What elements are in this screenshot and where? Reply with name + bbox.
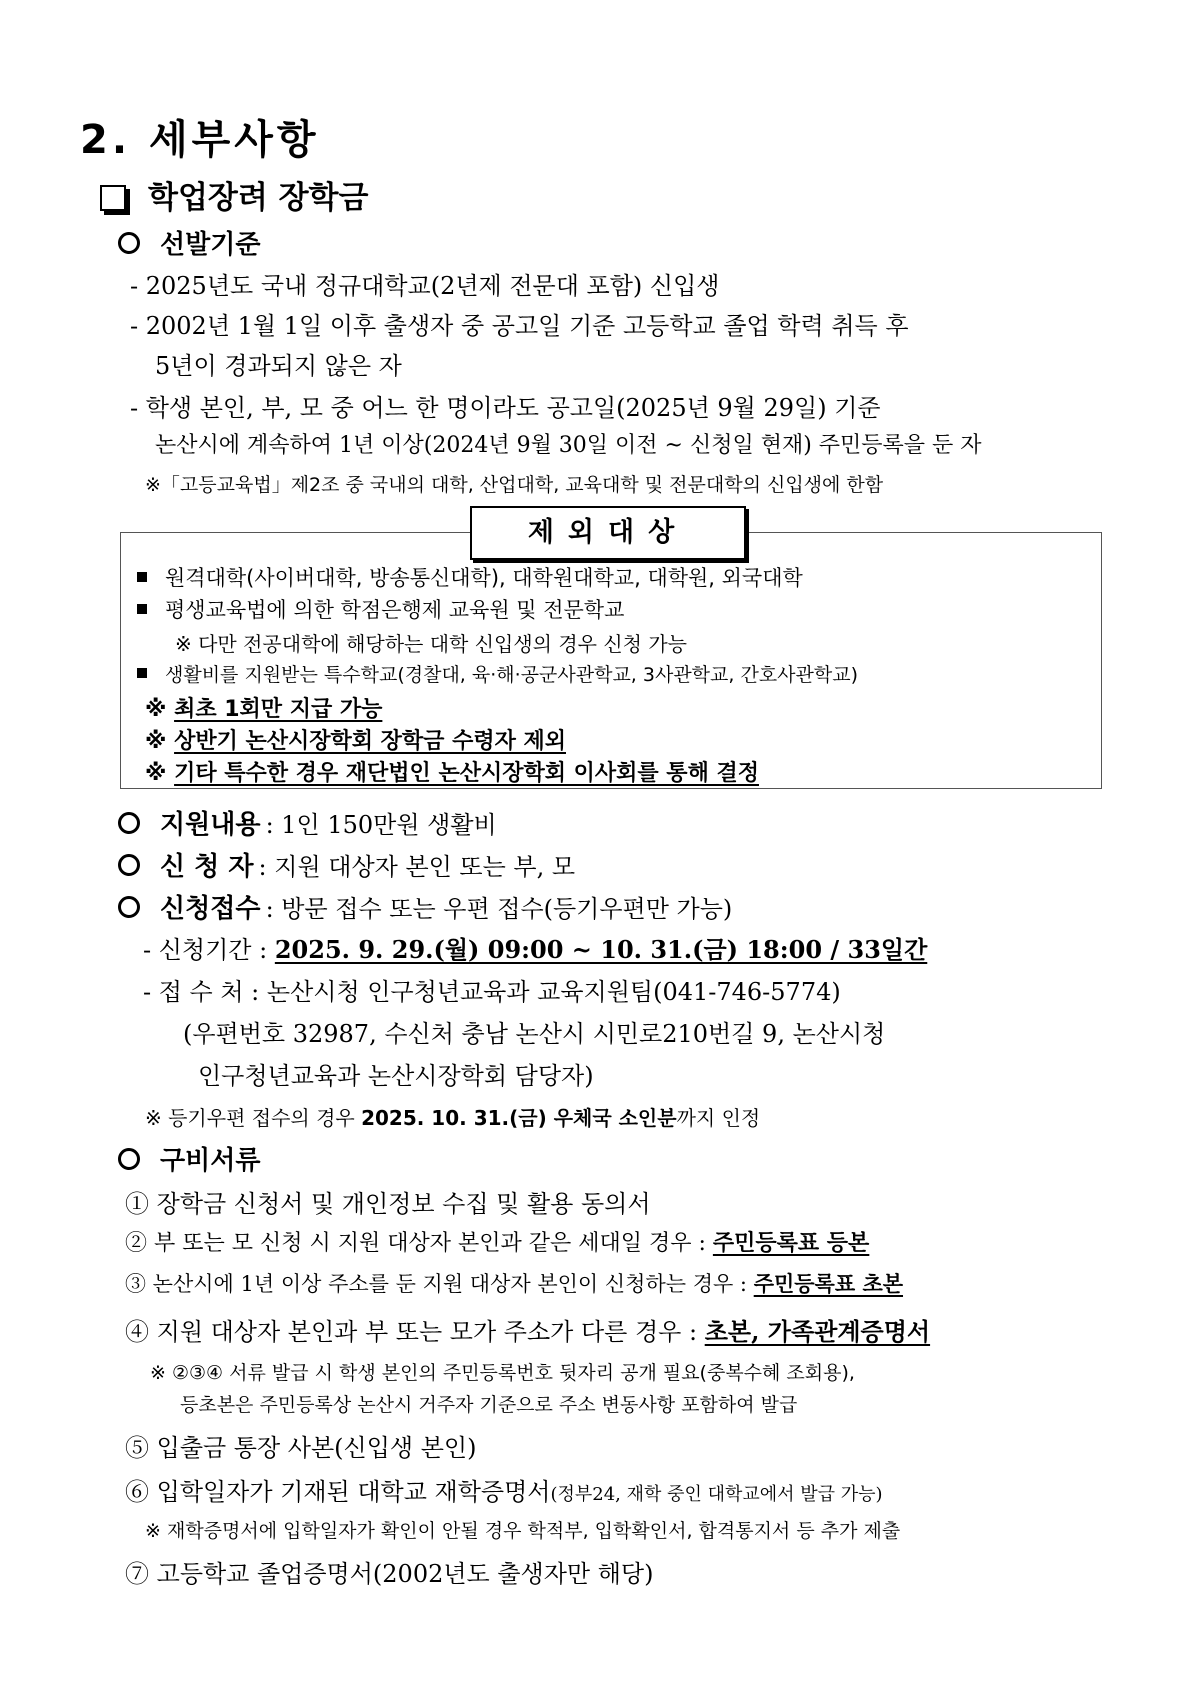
support-label: 지원내용 — [160, 810, 261, 840]
reception-note-a: ※ 등기우편 접수의 경우 — [145, 1106, 362, 1130]
support-value: : 1인 150만원 생활비 — [265, 811, 497, 839]
note-mark: ※ — [145, 697, 167, 722]
document-4-underlined: 초본, 가족관계증명서 — [704, 1317, 931, 1346]
reception-place: - 접 수 처 : 논산시청 인구청년교육과 교육지원팀(041-746-5774) — [143, 978, 841, 1006]
exclusion-item-2-note: ※ 다만 전공대학에 해당하는 대학 신입생의 경우 신청 가능 — [175, 632, 687, 656]
documents-note-2: 등초본은 주민등록상 논산시 거주자 기준으로 주소 변동사항 포함하여 발급 — [180, 1394, 798, 1416]
exclusion-note-3 — [145, 756, 759, 787]
checkbox-square-icon — [100, 185, 126, 211]
document-6 — [125, 1472, 883, 1507]
section-heading — [100, 172, 368, 217]
support-row — [118, 804, 497, 841]
reception-note-b: 2025. 10. 31.(금) 우체국 소인분 — [361, 1106, 677, 1130]
document-6-small: (정부24, 재학 중인 대학교에서 발급 가능) — [550, 1484, 883, 1505]
exclusion-note-2 — [145, 724, 566, 755]
exclusion-note-1-text: 최초 1회만 지급 가능 — [174, 697, 383, 722]
criteria-heading — [118, 224, 260, 261]
exclusion-item-1 — [137, 562, 803, 592]
criteria-line-4: - 학생 본인, 부, 모 중 어느 한 명이라도 공고일(2025년 9월 29일) 기준 — [130, 394, 881, 422]
circle-bullet-icon — [118, 896, 140, 918]
applicant-row — [118, 846, 575, 883]
document-7: ⑦ 고등학교 졸업증명서(2002년도 출생자만 해당) — [125, 1560, 654, 1588]
reception-note-c: 까지 인정 — [676, 1106, 761, 1130]
reception-label: 신청접수 — [160, 894, 261, 924]
circle-bullet-icon — [118, 854, 140, 876]
criteria-heading-text: 선발기준 — [160, 230, 261, 260]
exclusion-title: 제외대상 — [470, 506, 746, 560]
reception-address-2: 인구청년교육과 논산시장학회 담당자) — [198, 1062, 594, 1090]
document-4-text: ④ 지원 대상자 본인과 부 또는 모가 주소가 다른 경우 : — [125, 1318, 698, 1346]
documents-heading-text: 구비서류 — [160, 1146, 261, 1176]
exclusion-note-3-text: 기타 특수한 경우 재단법인 논산시장학회 이사회를 통해 결정 — [174, 761, 759, 786]
circle-bullet-icon — [118, 812, 140, 834]
exclusion-note-1 — [145, 692, 382, 723]
reception-note — [145, 1102, 760, 1131]
circle-bullet-icon — [118, 1148, 140, 1170]
exclusion-item-2-text: 평생교육법에 의한 학점은행제 교육원 및 전문학교 — [165, 598, 625, 622]
documents-note-3: ※ 재학증명서에 입학일자가 확인이 안될 경우 학적부, 입학확인서, 합격통지서 등 추가 제출 — [145, 1520, 901, 1542]
criteria-line-1: - 2025년도 국내 정규대학교(2년제 전문대 포함) 신입생 — [130, 272, 720, 300]
document-1: ① 장학금 신청서 및 개인정보 수집 및 활용 동의서 — [125, 1190, 651, 1218]
document-2-text: ② 부 또는 모 신청 시 지원 대상자 본인과 같은 세대일 경우 : — [125, 1231, 706, 1256]
reception-address-1: (우편번호 32987, 수신처 충남 논산시 시민로210번길 9, 논산시청 — [183, 1020, 886, 1048]
exclusion-item-2 — [137, 594, 624, 624]
exclusion-item-1-text: 원격대학(사이버대학, 방송통신대학), 대학원대학교, 대학원, 외국대학 — [165, 566, 803, 590]
criteria-note: ※「고등교육법」제2조 중 국내의 대학, 산업대학, 교육대학 및 전문대학의 신입생에 한함 — [145, 474, 884, 496]
document-6-text: ⑥ 입학일자가 기재된 대학교 재학증명서 — [125, 1478, 551, 1506]
period-label: - 신청기간 : — [143, 936, 268, 964]
documents-note-1: ※ ②③④ 서류 발급 시 학생 본인의 주민등록번호 뒷자리 공개 필요(중복수혜 조회용), — [150, 1362, 855, 1384]
section-title: 학업장려 장학금 — [148, 180, 369, 216]
document-2-underlined: 주민등록표 등본 — [712, 1230, 870, 1256]
note-mark: ※ — [145, 729, 167, 754]
reception-value: : 방문 접수 또는 우편 접수(등기우편만 가능) — [265, 895, 733, 923]
exclusion-note-2-text: 상반기 논산시장학회 장학금 수령자 제외 — [174, 729, 566, 754]
square-bullet-icon — [137, 604, 147, 614]
applicant-label: 신 청 자 — [160, 852, 254, 882]
exclusion-item-3 — [137, 660, 858, 687]
square-bullet-icon — [137, 668, 147, 678]
criteria-line-3: 5년이 경과되지 않은 자 — [155, 352, 402, 380]
document-3-underlined: 주민등록표 초본 — [753, 1271, 904, 1296]
page-title: 2. 세부사항 — [80, 117, 320, 163]
document-4 — [125, 1312, 930, 1347]
note-mark: ※ — [145, 761, 167, 786]
applicant-value: : 지원 대상자 본인 또는 부, 모 — [258, 853, 576, 881]
document-2 — [125, 1226, 869, 1257]
reception-period — [143, 930, 927, 965]
document-5: ⑤ 입출금 통장 사본(신입생 본인) — [125, 1434, 477, 1462]
exclusion-item-3-text: 생활비를 지원받는 특수학교(경찰대, 육·해·공군사관학교, 3사관학교, 간호사관학교) — [165, 664, 858, 686]
square-bullet-icon — [137, 572, 147, 582]
reception-row — [118, 888, 732, 925]
documents-heading — [118, 1140, 260, 1177]
document-3 — [125, 1268, 903, 1298]
criteria-line-5: 논산시에 계속하여 1년 이상(2024년 9월 30일 이전 ~ 신청일 현재) 주민등록을 둔 자 — [155, 433, 982, 458]
period-value: 2025. 9. 29.(월) 09:00 ~ 10. 31.(금) 18:00 / 33일간 — [274, 935, 928, 964]
criteria-line-2: - 2002년 1월 1일 이후 출생자 중 공고일 기준 고등학교 졸업 학력 취득 후 — [130, 312, 909, 340]
circle-bullet-icon — [118, 232, 140, 254]
document-3-text: ③ 논산시에 1년 이상 주소를 둔 지원 대상자 본인이 신청하는 경우 : — [125, 1272, 748, 1296]
